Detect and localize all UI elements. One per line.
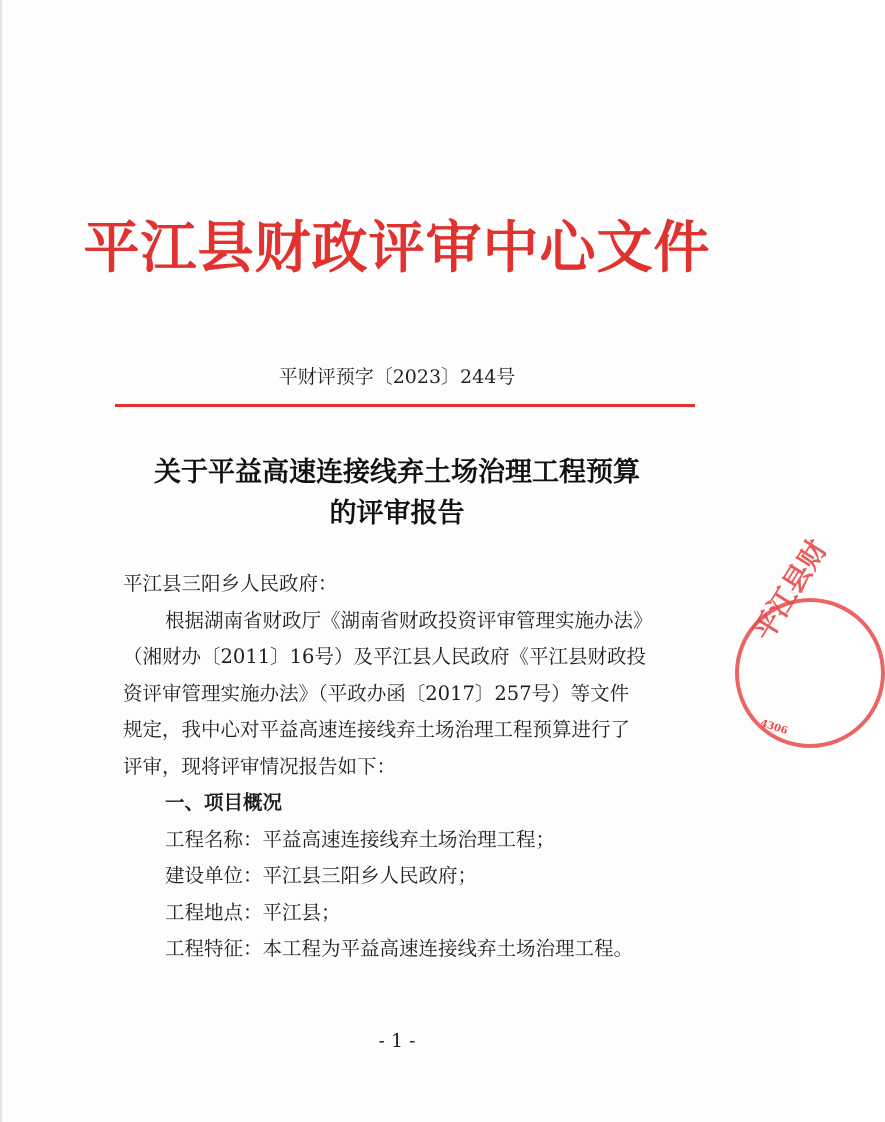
section-1-heading: 一、项目概况 xyxy=(165,791,283,814)
project-name: 工程名称：平益高速连接线弃土场治理工程； xyxy=(165,827,556,851)
seal-code: 4306 xyxy=(758,717,789,738)
builder-unit: 建设单位：平江县三阳乡人民政府； xyxy=(165,864,478,887)
paragraph-1-line-4: 规定，我中心对平益高速连接线弃土场治理工程预算进行了 xyxy=(123,718,631,741)
paragraph-1-line-3: 资评审管理实施办法》（平政办函〔2017〕257号）等文件 xyxy=(123,681,630,705)
report-body xyxy=(123,566,703,968)
project-location: 工程地点：平江县； xyxy=(165,900,341,924)
paragraph-1-line-1: 根据湖南省财政厅《湖南省财政投资评审管理实施办法》 xyxy=(165,608,653,632)
document-number: 平财评预字〔2023〕244号 xyxy=(278,366,516,388)
report-title xyxy=(0,452,794,534)
red-separator-line xyxy=(115,404,695,407)
paragraph-1-line-2: （湘财办〔2011〕16号）及平江县人民政府《平江县财政投 xyxy=(123,645,646,668)
paragraph-1-line-5: 评审，现将评审情况报告如下： xyxy=(123,754,397,778)
seal-text: 平江县财 xyxy=(746,533,834,647)
issuer-header-title: 平江县财政评审中心文件 xyxy=(83,215,711,281)
project-features: 工程特征：本工程为平益高速连接线弃土场治理工程。 xyxy=(165,937,634,960)
scan-edge-shadow xyxy=(0,0,3,1122)
report-title-line-2: 的评审报告 xyxy=(329,498,465,529)
salutation: 平江县三阳乡人民政府： xyxy=(123,572,338,595)
page-number: - 1 - xyxy=(378,1030,416,1052)
report-title-line-1: 关于平益高速连接线弃土场治理工程预算 xyxy=(154,457,640,488)
